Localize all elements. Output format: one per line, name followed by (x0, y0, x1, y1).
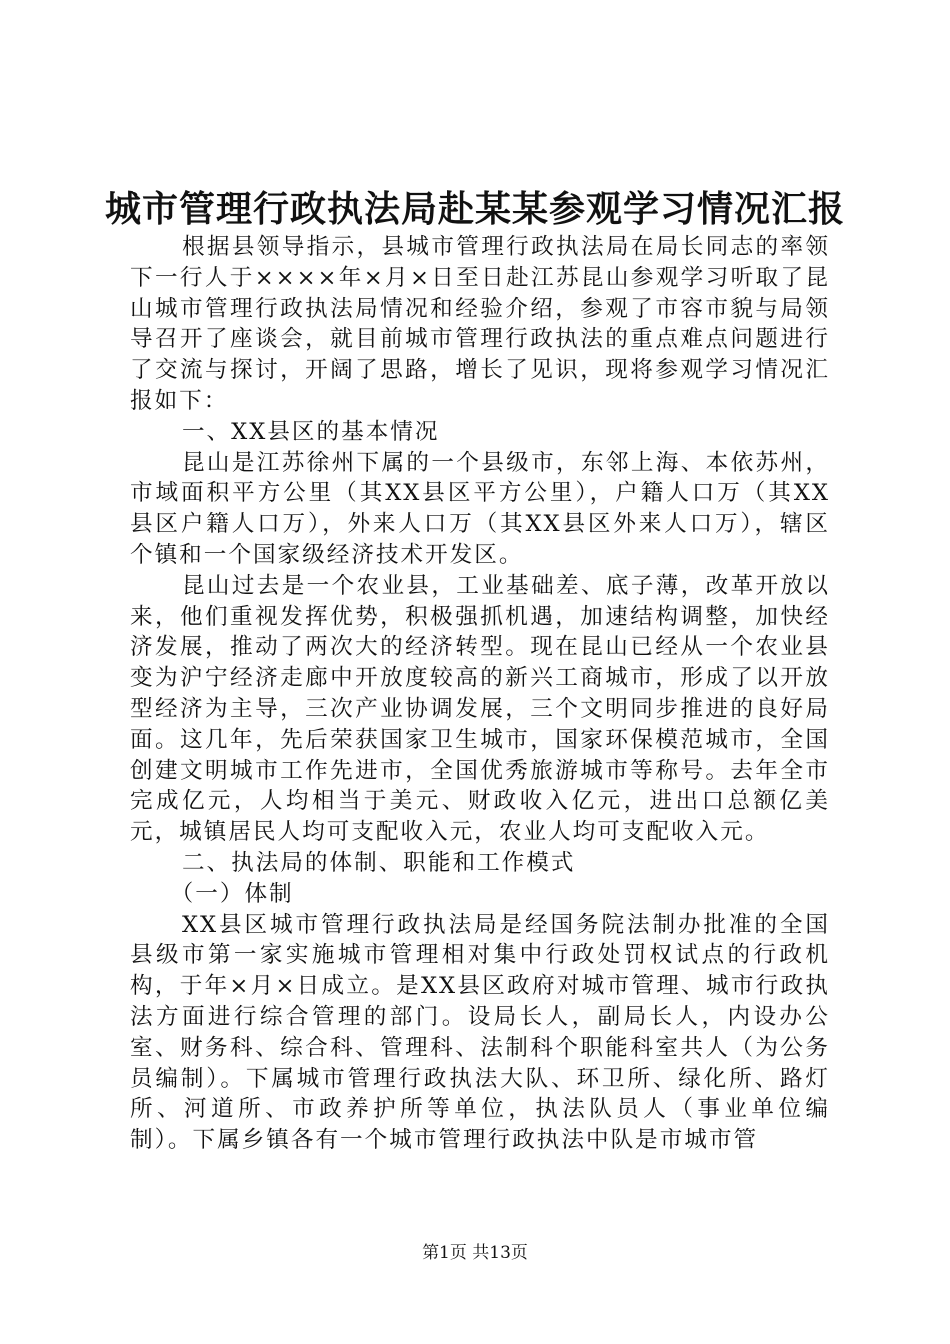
paragraph-system: XX县区城市管理行政执法局是经国务院法制办批准的全国县级市第一家实施城市管理相对集中行政处罚权试点的行政机构，于年×月×日成立。是XX县区政府对城市管理、城市行政执法方面进行综合管理的部门。设局长人，副局长人，内设办公室、财务科、综合科、管理科、法制科个职能科室共人（为公务员编制）。下属城市管理行政执法大队、环卫所、绿化所、路灯所、河道所、市政养护所等单位，执法队员人（事业单位编制）。下属乡镇各有一个城市管理行政执法中队是市城市管 (130, 911, 830, 1154)
paragraph-intro: 根据县领导指示，县城市管理行政执法局在局长同志的率领下一行人于××××年×月×日至日赴江苏昆山参观学习听取了昆山城市管理行政执法局情况和经验介绍，参观了市容市貌与局领导召开了座谈会，就目前城市管理行政执法的重点难点问题进行了交流与探讨，开阔了思路，增长了见识，现将参观学习情况汇报如下： (130, 234, 830, 414)
page-footer: 第1页 共13页 (422, 1243, 528, 1263)
document-body (130, 232, 830, 1156)
subsection-heading-1: （一）体制 (170, 880, 294, 907)
document-title: 城市管理行政执法局赴某某参观学习情况汇报 (104, 188, 845, 230)
section-heading-2: 二、执法局的体制、职能和工作模式 (181, 849, 576, 876)
paragraph-kunshan-overview: 昆山是江苏徐州下属的一个县级市，东邻上海、本依苏州，市域面积平方公里（其XX县区平方公里），户籍人口万（其XX县区户籍人口万），外来人口万（其XX县区外来人口万），辖区个镇和一个国家级经济技术开发区。 (130, 449, 830, 568)
section-heading-1: 一、XX县区的基本情况 (181, 418, 440, 445)
paragraph-kunshan-development: 昆山过去是一个农业县，工业基础差、底子薄，改革开放以来，他们重视发挥优势，积极强抓机遇，加速结构调整，加快经济发展，推动了两次大的经济转型。现在昆山已经从一个农业县变为沪宁经济走廊中开放度较高的新兴工商城市，形成了以开放型经济为主导，三次产业协调发展，三个文明同步推进的良好局面。这几年，先后荣获国家卫生城市，国家环保模范城市，全国创建文明城市工作先进市，全国优秀旅游城市等称号。去年全市完成亿元，人均相当于美元、财政收入亿元，进出口总额亿美元，城镇居民人均可支配收入元，农业人均可支配收入元。 (130, 572, 830, 846)
